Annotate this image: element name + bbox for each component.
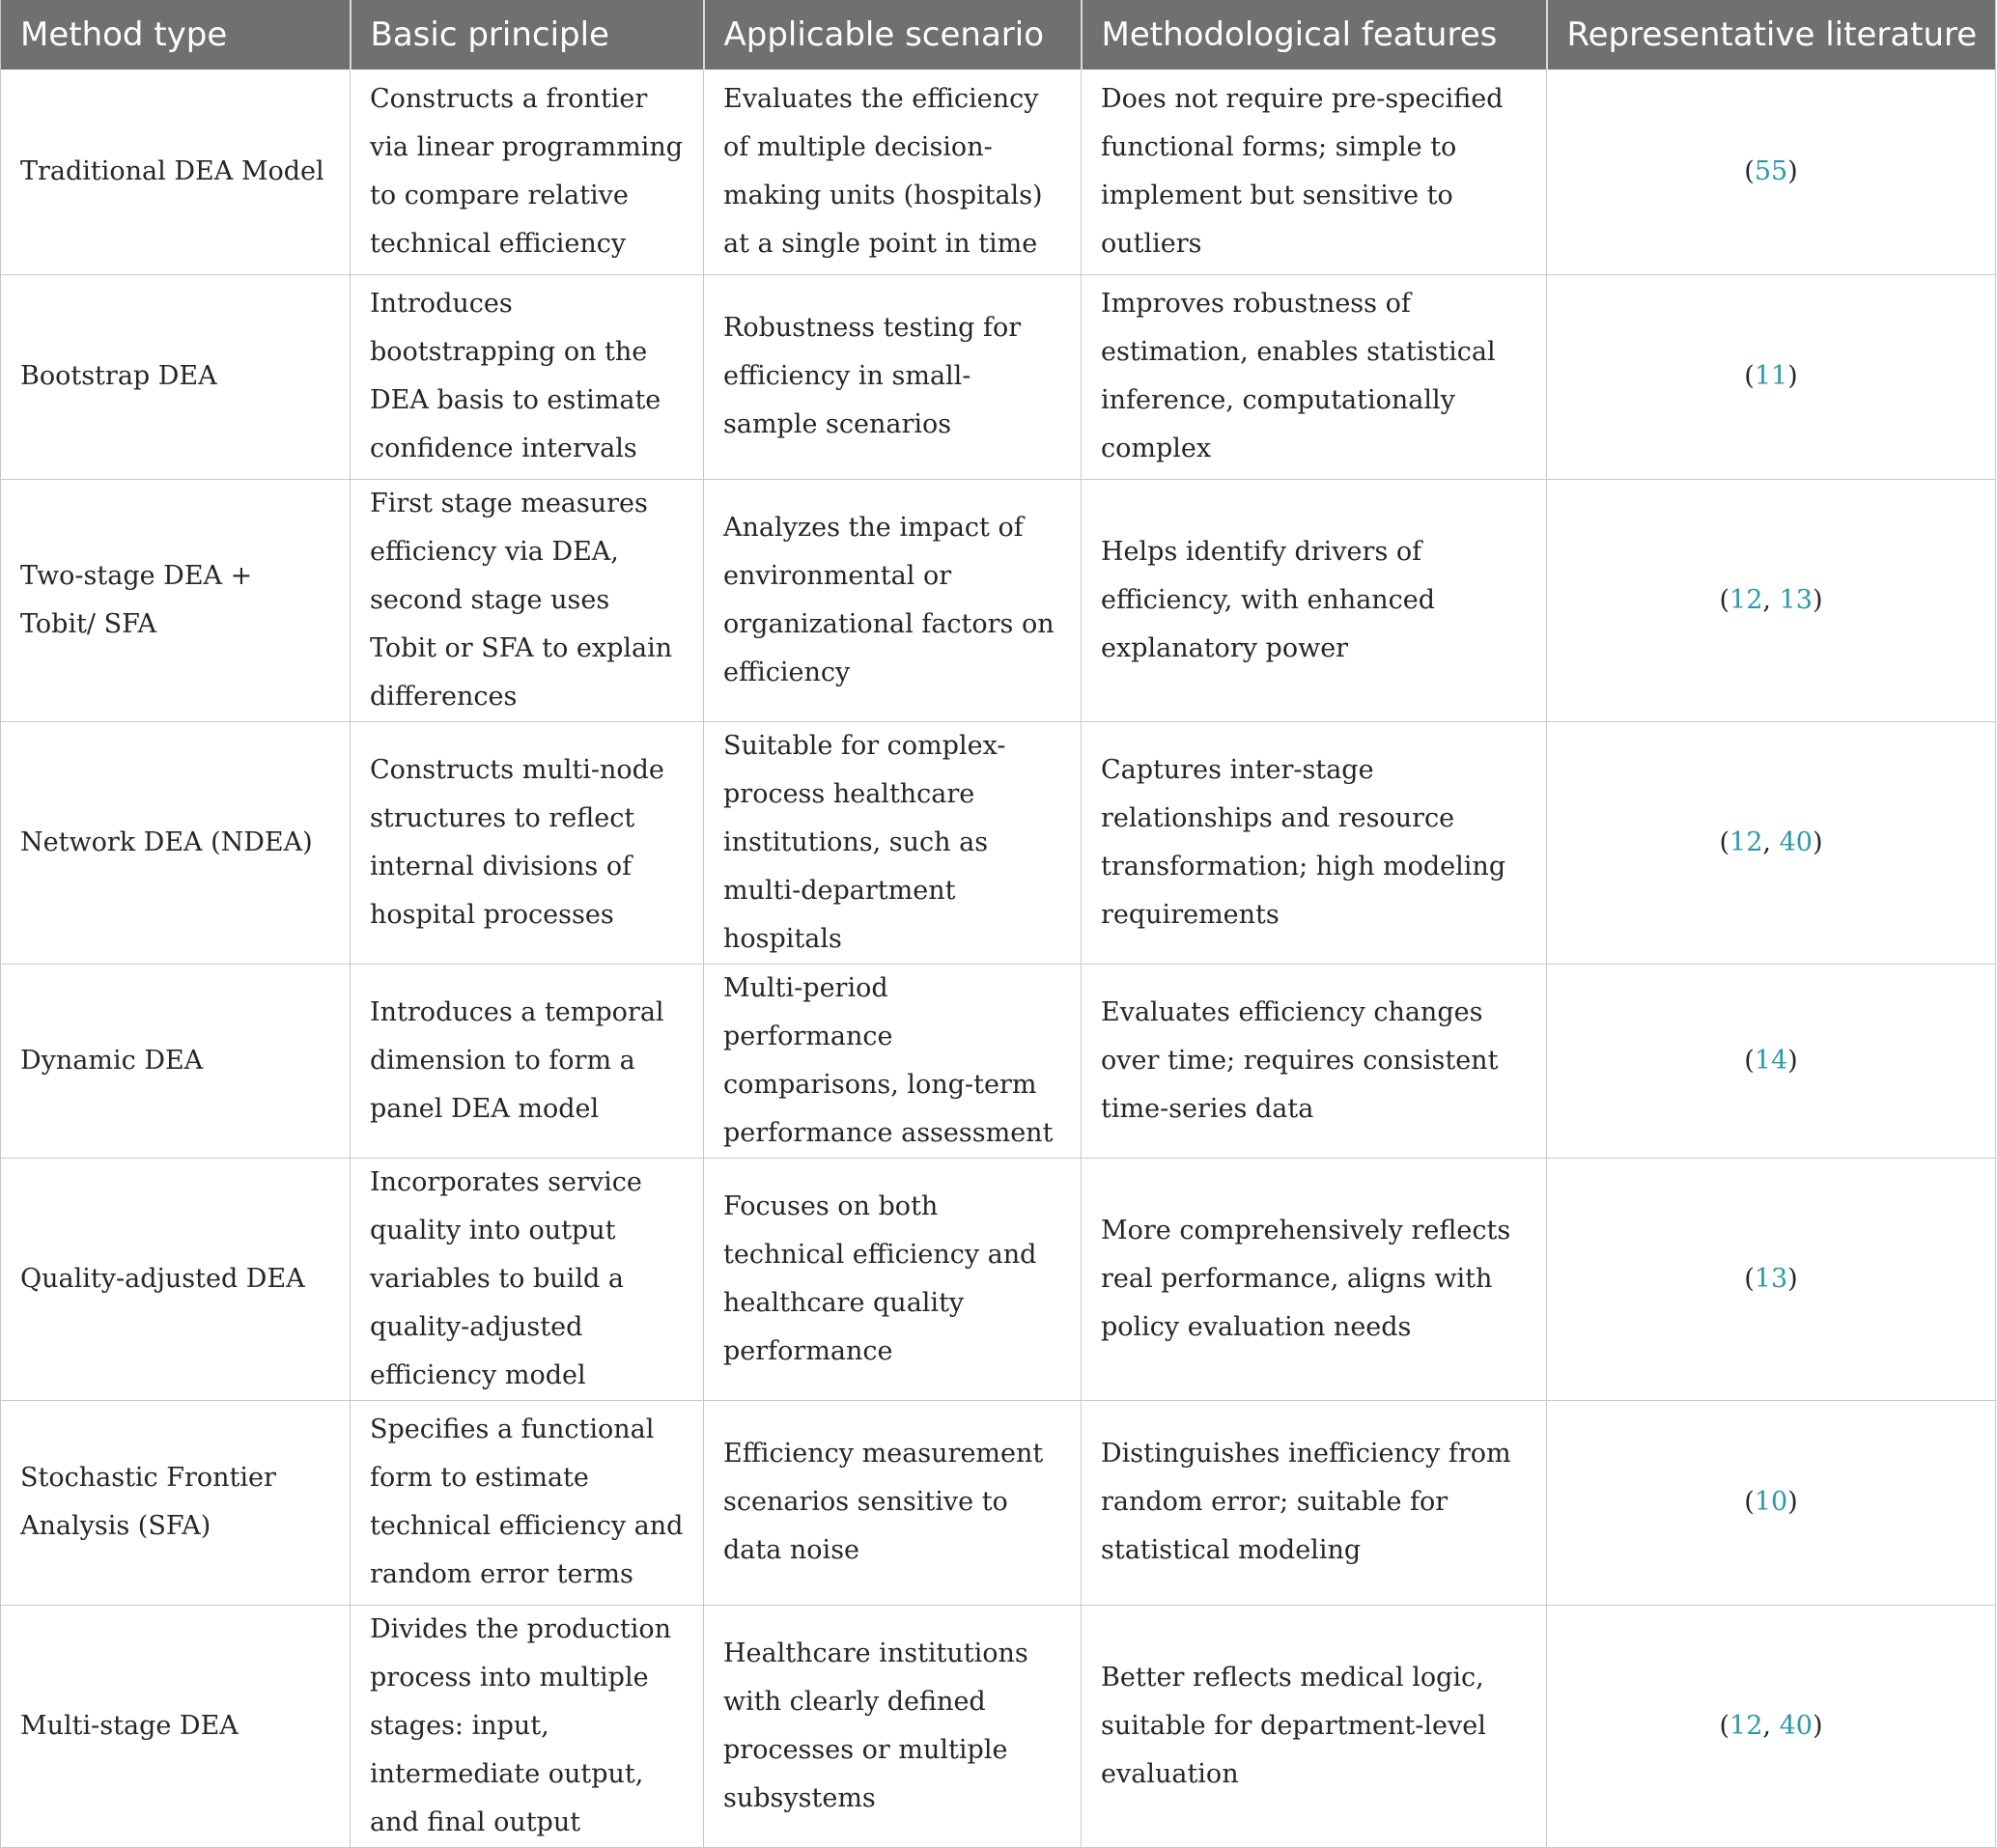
cell-basic-principle: Specifies a functional form to estimate technical efficiency and random error terms — [351, 1400, 704, 1605]
cell-methodological-features: Evaluates efficiency changes over time; requires consistent time-series data — [1082, 964, 1547, 1158]
reference-link[interactable]: 13 — [1754, 1263, 1788, 1294]
cell-representative-literature: (14) — [1547, 964, 1996, 1158]
cell-representative-literature: (12, 40) — [1547, 721, 1996, 964]
reference-link[interactable]: 14 — [1754, 1045, 1788, 1076]
table-header — [1, 0, 1996, 70]
cell-representative-literature: (11) — [1547, 274, 1996, 479]
header-representative-literature: Representative literature — [1547, 0, 1996, 70]
header-basic-principle: Basic principle — [351, 0, 704, 70]
cell-basic-principle: Incorporates service quality into output variables to build a quality-adjusted efficiency model — [351, 1158, 704, 1400]
cell-applicable-scenario: Efficiency measurement scenarios sensitive to data noise — [704, 1400, 1082, 1605]
cell-method-type: Multi-stage DEA — [1, 1605, 351, 1847]
reference-link[interactable]: 12 — [1730, 1710, 1763, 1741]
reference-link[interactable]: 13 — [1779, 584, 1813, 615]
cell-method-type: Dynamic DEA — [1, 964, 351, 1158]
reference-link[interactable]: 11 — [1754, 361, 1788, 391]
reference-link[interactable]: 40 — [1779, 1710, 1813, 1741]
cell-methodological-features: Better reflects medical logic, suitable for department-level evaluation — [1082, 1605, 1547, 1847]
cell-representative-literature: (10) — [1547, 1400, 1996, 1605]
cell-methodological-features: Improves robustness of estimation, enables statistical inference, computationally complex — [1082, 274, 1547, 479]
cell-basic-principle: Introduces bootstrapping on the DEA basis to estimate confidence intervals — [351, 274, 704, 479]
cell-method-type: Bootstrap DEA — [1, 274, 351, 479]
header-row — [1, 0, 1996, 70]
reference-link[interactable]: 40 — [1779, 826, 1813, 857]
header-methodological-features: Methodological features — [1082, 0, 1547, 70]
cell-methodological-features: Helps identify drivers of efficiency, with enhanced explanatory power — [1082, 479, 1547, 721]
header-method-type: Method type — [1, 0, 351, 70]
table-row — [1, 70, 1996, 274]
table-row — [1, 964, 1996, 1158]
table-row — [1, 274, 1996, 479]
cell-representative-literature: (13) — [1547, 1158, 1996, 1400]
reference-link[interactable]: 12 — [1730, 826, 1763, 857]
cell-method-type: Quality-adjusted DEA — [1, 1158, 351, 1400]
cell-method-type: Two-stage DEA + Tobit/ SFA — [1, 479, 351, 721]
table-row — [1, 1158, 1996, 1400]
cell-method-type: Network DEA (NDEA) — [1, 721, 351, 964]
cell-representative-literature: (12, 40) — [1547, 1605, 1996, 1847]
cell-basic-principle: Divides the production process into multiple stages: input, intermediate output, and final output — [351, 1605, 704, 1847]
cell-applicable-scenario: Evaluates the efficiency of multiple decision-making units (hospitals) at a single point in time — [704, 70, 1082, 274]
header-applicable-scenario: Applicable scenario — [704, 0, 1082, 70]
cell-methodological-features: Distinguishes inefficiency from random error; suitable for statistical modeling — [1082, 1400, 1547, 1605]
cell-basic-principle: First stage measures efficiency via DEA, second stage uses Tobit or SFA to explain differences — [351, 479, 704, 721]
cell-applicable-scenario: Analyzes the impact of environmental or organizational factors on efficiency — [704, 479, 1082, 721]
cell-methodological-features: Captures inter-stage relationships and resource transformation; high modeling requirements — [1082, 721, 1547, 964]
cell-basic-principle: Constructs a frontier via linear programming to compare relative technical efficiency — [351, 70, 704, 274]
reference-link[interactable]: 10 — [1754, 1487, 1788, 1517]
cell-methodological-features: More comprehensively reflects real performance, aligns with policy evaluation needs — [1082, 1158, 1547, 1400]
cell-representative-literature: (12, 13) — [1547, 479, 1996, 721]
table-row — [1, 1605, 1996, 1847]
cell-methodological-features: Does not require pre-specified functional forms; simple to implement but sensitive to outliers — [1082, 70, 1547, 274]
cell-method-type: Traditional DEA Model — [1, 70, 351, 274]
table-row — [1, 479, 1996, 721]
reference-link[interactable]: 12 — [1730, 584, 1763, 615]
cell-representative-literature: (55) — [1547, 70, 1996, 274]
cell-applicable-scenario: Robustness testing for efficiency in small-sample scenarios — [704, 274, 1082, 479]
table-body — [1, 70, 1996, 1847]
cell-basic-principle: Constructs multi-node structures to reflect internal divisions of hospital processes — [351, 721, 704, 964]
table-row — [1, 1400, 1996, 1605]
cell-basic-principle: Introduces a temporal dimension to form a panel DEA model — [351, 964, 704, 1158]
cell-applicable-scenario: Suitable for complex-process healthcare institutions, such as multi-department hospitals — [704, 721, 1082, 964]
reference-link[interactable]: 55 — [1754, 155, 1788, 186]
cell-method-type: Stochastic Frontier Analysis (SFA) — [1, 1400, 351, 1605]
cell-applicable-scenario: Healthcare institutions with clearly defined processes or multiple subsystems — [704, 1605, 1082, 1847]
table-row — [1, 721, 1996, 964]
cell-applicable-scenario: Multi-period performance comparisons, long-term performance assessment — [704, 964, 1082, 1158]
cell-applicable-scenario: Focuses on both technical efficiency and healthcare quality performance — [704, 1158, 1082, 1400]
